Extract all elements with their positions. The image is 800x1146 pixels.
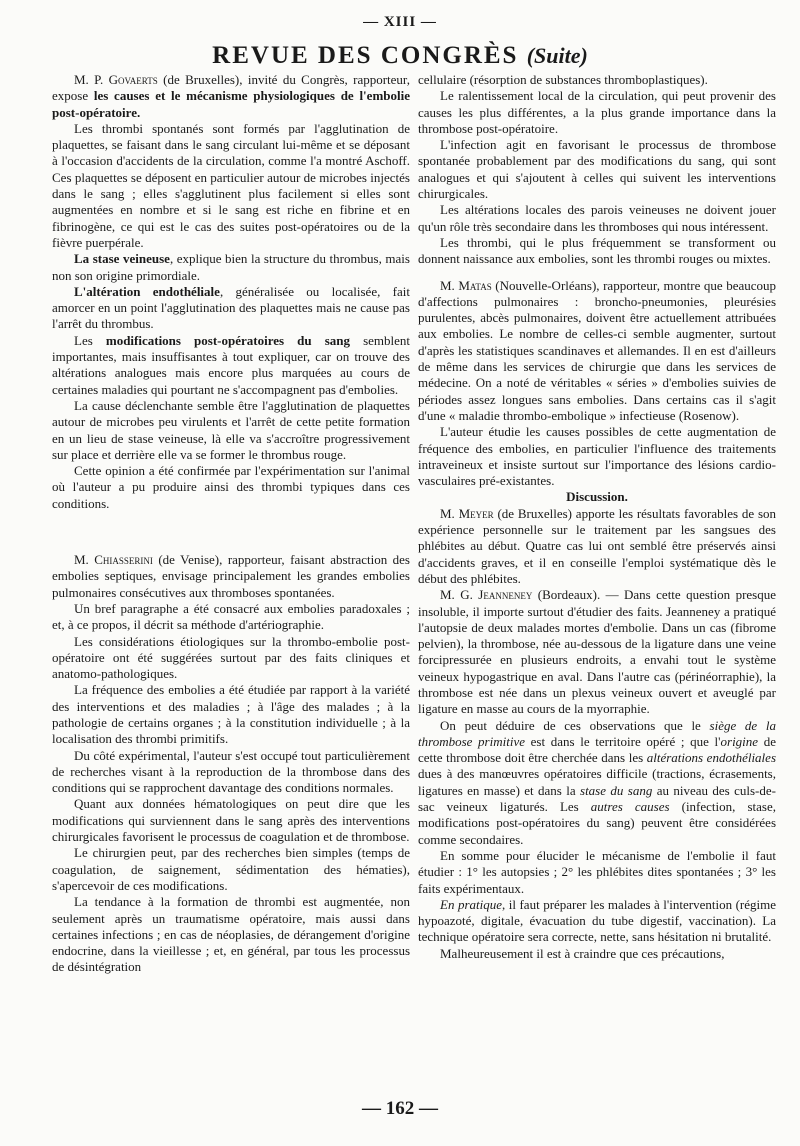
- paragraph: Cette opinion a été confirmée par l'expérimentation sur l'animal où l'auteur a pu produire ainsi des thrombi typiques dans ces conditions.: [52, 463, 410, 511]
- paragraph: La cause déclenchante semble être l'agglutination de plaquettes autour de microbes peu virulents et l'arrêt de cette petite formation en un lieu de stase veineuse, là elle va s'accroître progressivement sur place et derrière elle va se former le thrombus rouge.: [52, 397, 410, 462]
- paragraph: L'altération endothéliale, généralisée ou localisée, fait amorcer en un point l'agglutination des plaquettes mais ne cause pas l'arrêt du thrombus.: [52, 283, 410, 332]
- paragraph: Les thrombi spontanés sont formés par l'agglutination de plaquettes, se faisant dans le sang circulant lui-même et se déposant à l'occasion d'accidents de la circulation, comme l'a montré Aschoff. Ces plaquettes se déposent en particulier autour de microbes injectés dans le sang ; elles s'agglutinent plus facilement si elles sont augmentées en nombre et si le sang est riche en fibrine et en fibrinogène, ce qui est le cas des suites post-opératoires ou de la fièvre puerpérale.: [52, 120, 410, 250]
- paragraph: L'auteur étudie les causes possibles de cette augmentation de fréquence des embolies, en particulier l'influence des traitements intraveineux et insiste surtout sur l'importance des lésions cardio-vasculaires pré-existantes.: [418, 424, 776, 489]
- paragraph: Les thrombi, qui le plus fréquemment se transforment ou donnent naissance aux embolies, sont les thrombi rouges ou mixtes.: [418, 234, 776, 267]
- section-gap: [52, 512, 410, 552]
- paragraph: Malheureusement il est à craindre que ces précautions,: [440, 945, 725, 961]
- paragraph: En pratique, il faut préparer les malades à l'intervention (régime hypoazoté, digitale, évacuation du tube digestif, vaccination). La technique opératoire sera correcte, nette, sans hésitation ni brutalité.: [418, 896, 776, 945]
- title-text: REVUE DES CONGRÈS: [212, 42, 519, 69]
- paragraph: Le chirurgien peut, par des recherches bien simples (temps de coagulation, de saignement, sédimentation des hématies), s'apercevoir de ces modifications.: [52, 845, 410, 893]
- paragraph: La stase veineuse, explique bien la structure du thrombus, mais non son origine primordiale.: [52, 251, 410, 283]
- author-name: M. Meyer: [440, 505, 494, 521]
- paragraph: M. Chiasserini (de Venise), rapporteur, faisant abstraction des embolies septiques, envisage principalement les grandes embolies pulmonaires consécutives aux thromboses spontanées.: [52, 552, 410, 600]
- section-title: [0, 42, 800, 70]
- paragraph: Quant aux données hématologiques on peut dire que les modifications qui surviennent dans le sang après des interventions chirurgicales favorisent le processus de coagulation et de thrombose.: [52, 796, 410, 845]
- paragraph: On peut déduire de ces observations que le siège de la thrombose primitive est dans le territoire opéré ; que l'origine de cette thrombose doit être cherchée dans les altérations endothéliales dues à des manœuvres opératoires difficile (tractions, écrasements, ligatures en masse) et dans la stase du sang au niveau des culs-de-sac veineux ligaturés. Les autres causes (infection, stase, modifications post-opératoires du sang) peuvent être considérées comme secondaires.: [418, 717, 777, 847]
- author-name: M. Matas: [440, 277, 492, 293]
- discussion-heading: Discussion.: [566, 489, 628, 505]
- paragraph: L'infection agit en favorisant le processus de thrombose spontanée probablement par des modifications du sang, qui sont analogues et qui s'ajoutent à celles qui suivent les interventions chirurgicales.: [418, 137, 776, 202]
- author-name: M. Chiasserini: [74, 552, 153, 568]
- author-name: M. G. Jeanneney: [440, 587, 533, 603]
- paragraph: Le ralentissement local de la circulation, qui peut provenir des causes les plus différentes, a la plus grande importance dans la thrombose post-opératoire.: [418, 88, 776, 136]
- paragraph: M. Meyer (de Bruxelles) apporte les résultats favorables de son expérience personnelle sur le traitement par les sangsues des phlébites au début. Quatre cas lui ont semblé être préservés ainsi d'accidents graves, et il en conseille l'emploi systématique dès le début des phlébites.: [418, 505, 776, 586]
- title-suffix: (Suite): [526, 43, 588, 68]
- paragraph: La fréquence des embolies a été étudiée par rapport à la variété des interventions et des maladies ; à l'âge des malades ; à la pathologie de certains organes ; à la constitution individuelle ; à la localisation des thrombi primitifs.: [52, 682, 410, 747]
- paragraph: M. Matas (Nouvelle-Orléans), rapporteur, montre que beaucoup d'affections pulmonaires : broncho-pneumonies, pleurésies purulentes, abcès pulmonaires, doivent être actuellement attribuées aux embolies. Le nombre de celles-ci semble augmenter, surtout d'après les statistiques scandinaves et allemandes. Il en est d'ailleurs de même dans les services de chirurgie que dans les services de médecine. On a noté de véritables « séries » d'embolies suivies de périodes assez longues sans embolies. Dans certains cas il s'agit d'une « maladie thrombo-embolique » infectieuse (Rosenow).: [418, 277, 777, 423]
- paragraph: cellulaire (résorption de substances thromboplastiques).: [418, 72, 708, 87]
- section-gap: [418, 268, 776, 278]
- paragraph: La tendance à la formation de thrombi est augmentée, non seulement après un traumatisme opératoire, mais aussi dans certaines infections ; en cas de néoplasies, de dérangement d'origine endocrine, dans la vieillesse ; et, en général, par tous les processus de désintégration: [52, 894, 410, 975]
- paragraph: Les altérations locales des parois veineuses ne doivent jouer qu'un rôle très secondaire dans les thromboses qui nous intéressent.: [418, 202, 776, 234]
- paragraph: M. G. Jeanneney (Bordeaux). — Dans cette question presque insoluble, il importe surtout d'étudier des faits. Jeanneney a pratiqué l'autopsie de deux malades mortes d'embolie. Dans un cas (fibrome pelvien), la thrombose, née au-dessous de la ligature dans une veine forcipressurée en plusieurs endroits, a envahi tout le système veineux hypogastrique en aval. Dans l'autre cas (périnéorraphie), la thrombose est née dans un plexus veineux ouvert et aveuglé par ligature en masse au cours de la myorraphie.: [418, 587, 776, 717]
- left-column: [52, 72, 410, 976]
- right-column: [418, 72, 776, 962]
- paragraph: En somme pour élucider le mécanisme de l'embolie il faut étudier : 1° les autopsies ; 2° les phlébites dites spontanées ; 3° les faits expérimentaux.: [418, 847, 776, 896]
- paragraph: Les modifications post-opératoires du sang semblent importantes, mais insuffisantes à tout expliquer, car on trouve des altérations analogues mais encore plus marquées au cours de certaines maladies qui pourtant ne s'accompagnent pas d'embolies.: [52, 332, 410, 397]
- author-name: M. P. Govaerts: [74, 72, 158, 87]
- paragraph: Un bref paragraphe a été consacré aux embolies paradoxales ; et, à ce propos, il décrit sa méthode d'artériographie.: [52, 600, 410, 633]
- paragraph: Du côté expérimental, l'auteur s'est occupé tout particulièrement de recherches visant à la reproduction de la thrombose dans des conditions qui se rapprochent davantage des conditions normales.: [52, 747, 410, 796]
- paragraph: Les considérations étiologiques sur la thrombo-embolie post-opératoire ont été suggérées surtout par des faits cliniques et anatomo-pathologiques.: [52, 633, 410, 682]
- paragraph: M. P. Govaerts (de Bruxelles), invité du Congrès, rapporteur, expose les causes et le mécanisme physiologiques de l'embolie post-opératoire.: [52, 72, 410, 120]
- page-number: — 162 —: [362, 1098, 438, 1119]
- page-folio: — XIII —: [363, 14, 437, 30]
